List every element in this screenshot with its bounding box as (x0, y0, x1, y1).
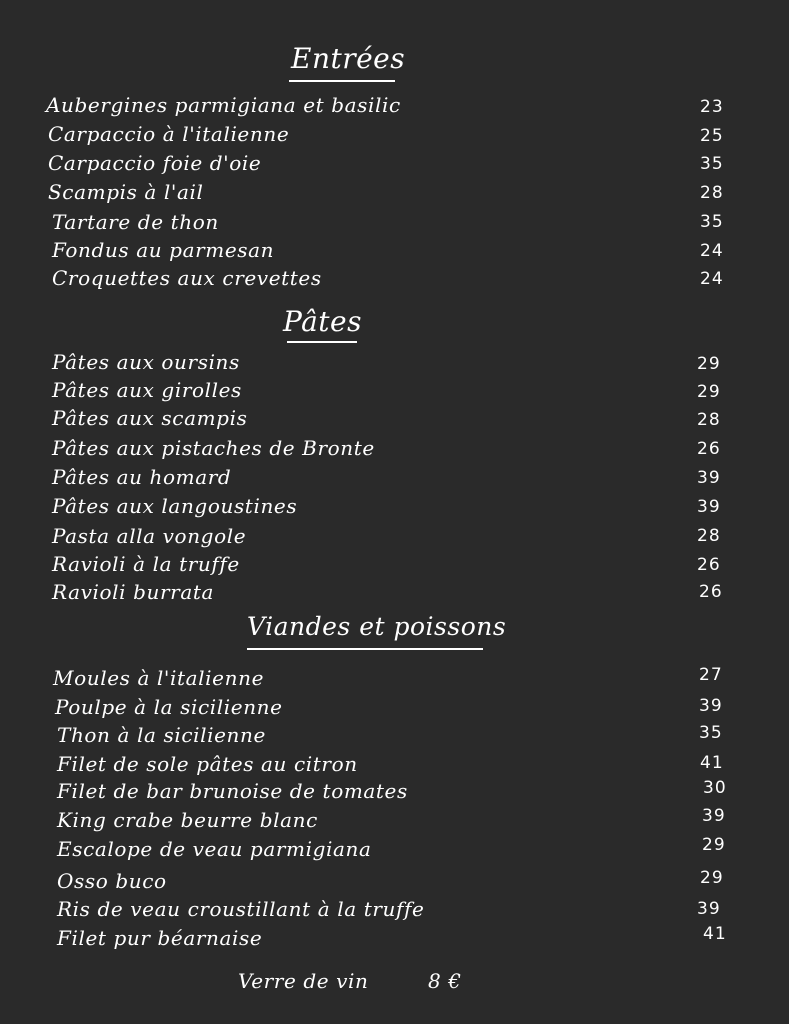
menu-item-price: 29 (697, 382, 721, 402)
menu-item: Filet de sole pâtes au citron (57, 752, 358, 776)
menu-item-price: 39 (697, 468, 721, 488)
menu-item-price: 27 (699, 665, 723, 685)
wine-glass-label: Verre de vin (238, 969, 369, 993)
menu-item-price: 26 (697, 439, 721, 459)
menu-item-price: 30 (703, 778, 727, 798)
menu-item-price: 41 (700, 753, 724, 773)
menu-item: Ravioli burrata (52, 580, 215, 604)
section-title-underline (247, 648, 483, 650)
menu-item: Pâtes aux langoustines (52, 494, 298, 518)
section-title-viandes-poissons: Viandes et poissons (247, 612, 507, 641)
section-title-underline (287, 341, 357, 343)
menu-item-price: 23 (700, 97, 724, 117)
menu-item: Fondus au parmesan (52, 238, 275, 262)
menu-item-price: 28 (697, 526, 721, 546)
menu-item: Pâtes aux pistaches de Bronte (52, 436, 375, 460)
menu-item-price: 28 (697, 410, 721, 430)
menu-item-price: 29 (697, 354, 721, 374)
menu-item-price: 41 (703, 924, 727, 944)
menu-item-price: 39 (697, 497, 721, 517)
menu-item-price: 35 (700, 154, 724, 174)
menu-item: Filet pur béarnaise (57, 926, 263, 950)
menu-item: Carpaccio à l'italienne (48, 122, 290, 146)
menu-item: Pâtes aux girolles (52, 378, 242, 402)
menu-item: Escalope de veau parmigiana (57, 837, 372, 861)
menu-item: Pâtes au homard (52, 465, 232, 489)
menu-item-price: 28 (700, 183, 724, 203)
menu-item-price: 39 (697, 899, 721, 919)
menu-item-price: 35 (699, 723, 723, 743)
menu-item: Croquettes aux crevettes (52, 266, 322, 290)
menu-item: Ravioli à la truffe (52, 552, 240, 576)
section-title-pates: Pâtes (283, 305, 362, 338)
menu-item-price: 29 (702, 835, 726, 855)
section-title-entrees: Entrées (291, 42, 406, 75)
menu-item: King crabe beurre blanc (57, 808, 318, 832)
menu-item: Carpaccio foie d'oie (48, 151, 262, 175)
menu-item: Pâtes aux oursins (52, 350, 240, 374)
menu-item-price: 26 (699, 582, 723, 602)
menu-item: Scampis à l'ail (48, 180, 204, 204)
menu-item: Filet de bar brunoise de tomates (57, 779, 408, 803)
menu-item: Pâtes aux scampis (52, 406, 248, 430)
menu-item-price: 26 (697, 555, 721, 575)
menu-item: Osso buco (57, 869, 167, 893)
menu-item: Ris de veau croustillant à la truffe (57, 897, 425, 921)
menu-item: Poulpe à la sicilienne (55, 695, 283, 719)
menu-item-price: 24 (700, 241, 724, 261)
menu-item-price: 39 (702, 806, 726, 826)
menu-item: Pasta alla vongole (52, 524, 247, 548)
menu-item-price: 24 (700, 269, 724, 289)
menu-item: Thon à la sicilienne (57, 723, 266, 747)
menu-item: Moules à l'italienne (53, 666, 265, 690)
menu-item-price: 35 (700, 212, 724, 232)
wine-glass-price: 8 € (428, 969, 462, 993)
menu-item-price: 29 (700, 868, 724, 888)
menu-item: Aubergines parmigiana et basilic (46, 93, 401, 117)
section-title-underline (289, 80, 395, 82)
menu-item-price: 25 (700, 126, 724, 146)
menu-item-price: 39 (699, 696, 723, 716)
menu-item: Tartare de thon (52, 210, 219, 234)
